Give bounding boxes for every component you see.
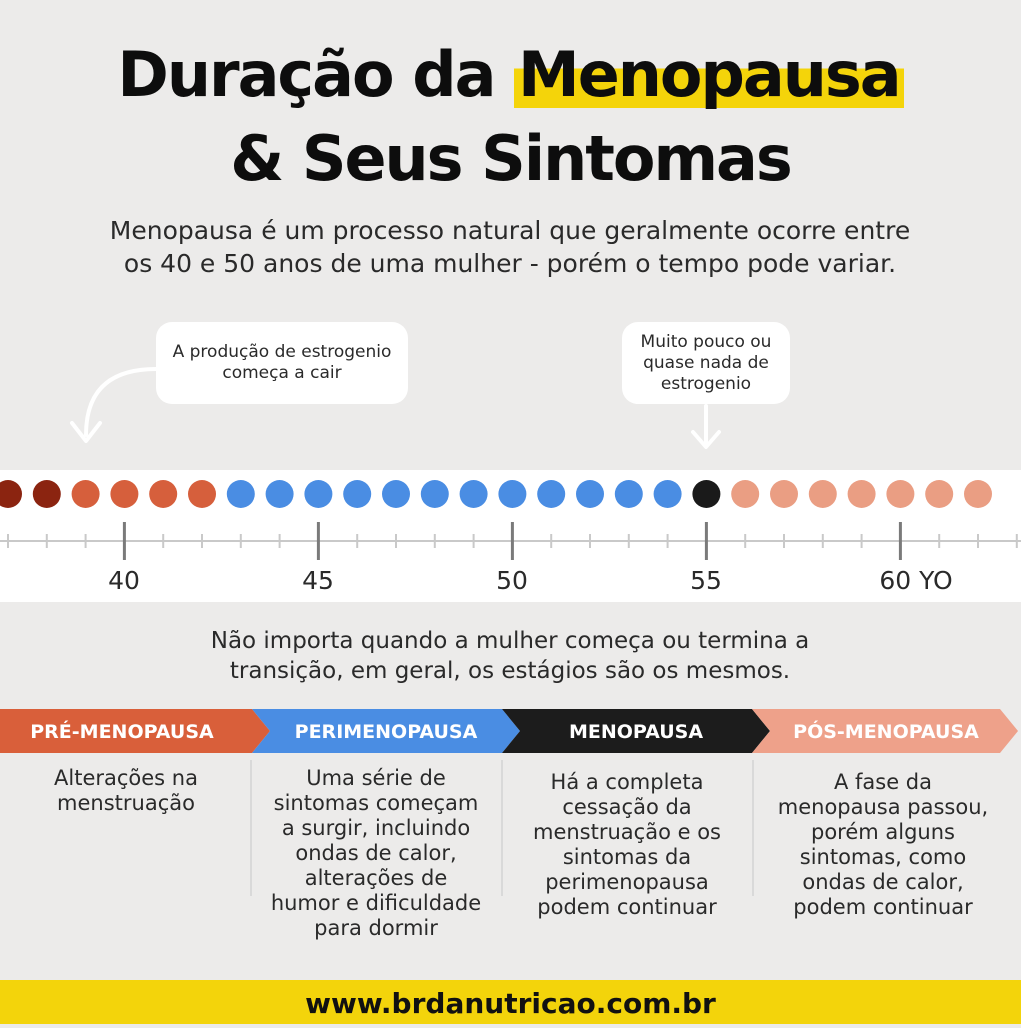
callout-estrogen-none — [622, 322, 790, 404]
desc-line: cessação da — [562, 795, 692, 819]
timeline-dot — [343, 480, 371, 508]
curved-arrow-icon — [60, 355, 170, 455]
down-arrow-icon — [688, 402, 724, 452]
tick-label-40: 40 — [108, 566, 140, 595]
desc-line: Uma série de — [306, 766, 446, 790]
stage-label-pos-menopausa: PÓS-MENOPAUSA — [793, 721, 979, 743]
page-title-line1 — [0, 38, 1021, 111]
timeline-dot — [809, 480, 837, 508]
desc-line: sintomas da — [562, 845, 692, 869]
timeline-dot — [886, 480, 914, 508]
desc-line: menopausa passou, — [777, 795, 989, 819]
title-highlight: Menopausa — [514, 38, 904, 111]
timeline-dot — [498, 480, 526, 508]
desc-line: menstruação — [57, 791, 195, 815]
timeline-dot — [848, 480, 876, 508]
desc-line: Alterações na — [54, 766, 198, 790]
timeline-dot — [382, 480, 410, 508]
desc-line: sintomas, como — [799, 845, 967, 869]
timeline-dot — [925, 480, 953, 508]
stage-divider — [250, 760, 252, 896]
desc-line: ondas de calor, — [295, 841, 457, 865]
stage-label-menopausa: MENOPAUSA — [568, 721, 704, 743]
desc-line: Há a completa — [550, 770, 704, 794]
timeline-dot — [72, 480, 100, 508]
timeline-dot — [188, 480, 216, 508]
timeline-dot — [0, 480, 22, 508]
subtitle-line: Menopausa é um processo natural que geralmente ocorre entre — [109, 216, 911, 245]
callout-line: estrogenio — [660, 373, 752, 394]
timeline-dot — [149, 480, 177, 508]
timeline-dot — [615, 480, 643, 508]
stage-desc-pos-menopausa — [758, 770, 1008, 920]
timeline-dot — [770, 480, 798, 508]
stage-desc-menopausa — [507, 770, 747, 920]
timeline-dot — [421, 480, 449, 508]
desc-line: podem continuar — [537, 895, 717, 919]
callout-line: Muito pouco ou — [640, 331, 772, 352]
timeline-dot — [460, 480, 488, 508]
desc-line: porém alguns — [811, 820, 955, 844]
callout-line: começa a cair — [222, 363, 342, 383]
page-title-line2: & Seus Sintomas — [230, 122, 791, 195]
stages-note — [110, 626, 910, 686]
desc-line: A fase da — [833, 770, 933, 794]
timeline-dot — [692, 480, 720, 508]
desc-line: sintomas começam — [273, 791, 479, 815]
stage-desc-perimenopausa — [256, 766, 496, 941]
note-line: Não importa quando a mulher começa ou termina a — [210, 628, 810, 654]
timeline-dot — [227, 480, 255, 508]
stage-chevrons — [0, 709, 1021, 753]
callout-line: quase nada de — [643, 352, 769, 373]
desc-line: humor e dificuldade — [270, 891, 482, 915]
callout-estrogen-drop — [156, 322, 408, 404]
note-line: transição, em geral, os estágios são os mesmos. — [229, 658, 791, 684]
timeline-dot — [304, 480, 332, 508]
timeline-dot — [731, 480, 759, 508]
timeline-dot — [964, 480, 992, 508]
timeline-dot — [110, 480, 138, 508]
tick-label-60: 60 YO — [879, 566, 953, 595]
stage-divider — [501, 760, 503, 896]
title-part1: Duração da — [117, 38, 514, 111]
timeline-dot — [576, 480, 604, 508]
desc-line: para dormir — [314, 916, 438, 940]
stage-desc-pre-menopausa — [6, 766, 246, 816]
tick-label-45: 45 — [302, 566, 334, 595]
timeline-dot — [266, 480, 294, 508]
desc-line: podem continuar — [793, 895, 973, 919]
timeline-dot — [33, 480, 61, 508]
subtitle — [60, 214, 960, 280]
footer-url[interactable]: www.brdanutricao.com.br — [0, 980, 1021, 1024]
stage-label-pre-menopausa: PRÉ-MENOPAUSA — [30, 721, 214, 743]
desc-line: alterações de — [304, 866, 448, 890]
desc-line: ondas de calor, — [802, 870, 964, 894]
tick-label-55: 55 — [690, 566, 722, 595]
callout-line: A produção de estrogenio — [172, 342, 392, 362]
subtitle-line: os 40 e 50 anos de uma mulher - porém o tempo pode variar. — [123, 249, 897, 278]
timeline-dot — [537, 480, 565, 508]
stage-label-perimenopausa: PERIMENOPAUSA — [294, 721, 478, 743]
desc-line: perimenopausa — [545, 870, 709, 894]
desc-line: a surgir, incluindo — [281, 816, 471, 840]
stage-divider — [752, 760, 754, 896]
timeline-dot — [654, 480, 682, 508]
tick-label-50: 50 — [496, 566, 528, 595]
desc-line: menstruação e os — [533, 820, 721, 844]
